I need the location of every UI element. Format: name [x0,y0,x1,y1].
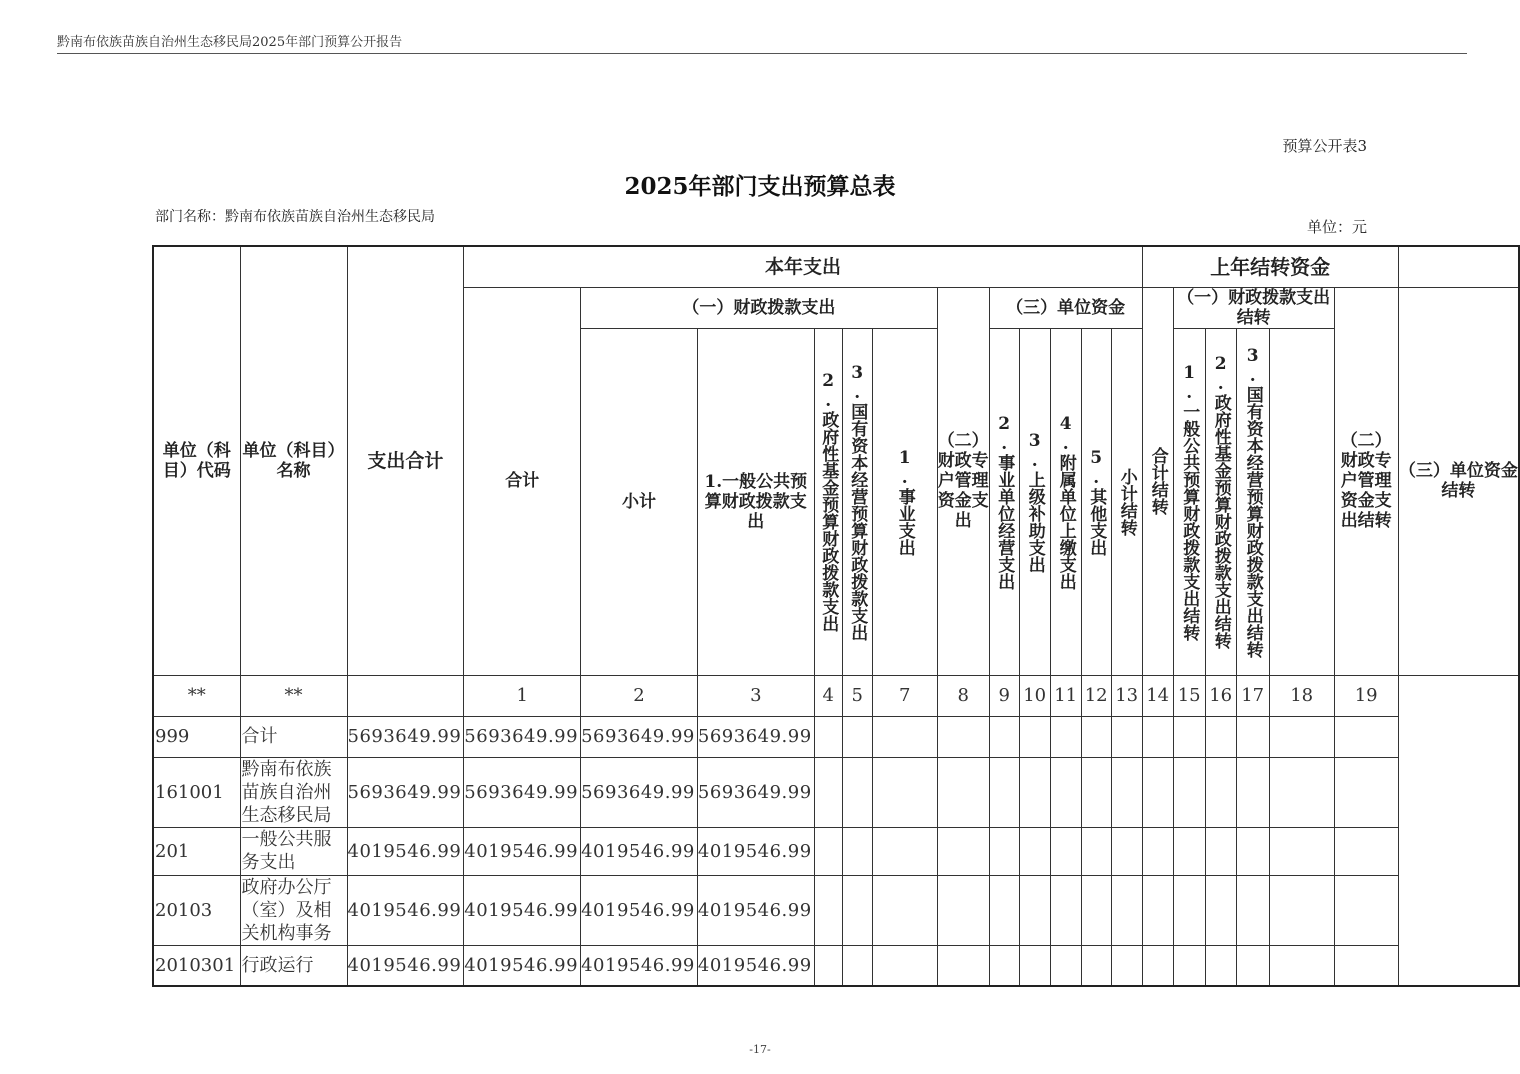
header-special-account: （二）财政专户管理资金支出 [937,287,989,675]
row-total: 5693649.99 [347,757,464,827]
page-number: -17- [749,1043,771,1056]
index-cell: ** [153,675,240,716]
table-number: 预算公开表3 [1282,137,1367,155]
header-fiscal-gov-fund: 2.政府性基金预算财政拨款支出 [814,328,842,675]
header-co-soe: 3.国有资本经营预算财政拨款支出结转 [1236,328,1269,675]
header-carryover: 上年结转资金 [1142,246,1398,287]
row-name: 黔南布依族苗族自治州生态移民局 [240,757,347,827]
row-total: 4019546.99 [347,827,464,875]
header-co-general: 1.一般公共预算财政拨款支出结转 [1173,328,1205,675]
header-name: 单位（科目）名称 [240,246,347,675]
row-cy-total: 4019546.99 [464,945,581,986]
row-total: 4019546.99 [347,945,464,986]
row-general: 5693649.99 [697,757,814,827]
header-code: 单位（科目）代码 [153,246,240,675]
row-subtotal: 5693649.99 [581,716,698,757]
index-cell: 15 [1173,675,1205,716]
row-name: 合计 [240,716,347,757]
row-general: 4019546.99 [697,945,814,986]
department-name: 部门名称：黔南布依族苗族自治州生态移民局 [155,209,435,225]
row-name: 政府办公厅（室）及相关机构事务 [240,875,347,945]
header-total: 支出合计 [347,246,464,675]
row-cy-total: 5693649.99 [464,757,581,827]
header-uf-business: 1.事业支出 [872,328,937,675]
index-cell: 18 [1269,675,1334,716]
header-fiscal-general: 1.一般公共预算财政拨款支出 [697,328,814,675]
index-cell: 1 [464,675,581,716]
index-cell: 19 [1334,675,1398,716]
budget-table [152,245,1520,987]
index-cell: 12 [1081,675,1111,716]
header-co-subtotal: 小计结转 [1111,328,1142,675]
header-uf-other: 5.其他支出 [1081,328,1111,675]
table-row [153,875,1519,945]
index-cell: 7 [872,675,937,716]
index-cell: 17 [1236,675,1269,716]
index-cell: 16 [1205,675,1236,716]
header-cy-total: 合计 [464,287,581,675]
table-row [153,945,1519,986]
header-rule [57,53,1467,54]
row-name: 一般公共服务支出 [240,827,347,875]
row-cy-total: 4019546.99 [464,875,581,945]
row-code: 201 [153,827,240,875]
index-cell: 10 [1019,675,1050,716]
running-header: 黔南布依族苗族自治州生态移民局2025年部门预算公开报告 [57,35,403,50]
unit-label: 单位：元 [1306,218,1367,236]
header-co-unit: （三）单位资金结转 [1398,287,1519,675]
row-name: 行政运行 [240,945,347,986]
table-row [153,827,1519,875]
row-total: 4019546.99 [347,875,464,945]
row-subtotal: 4019546.99 [581,875,698,945]
header-uf-affiliated: 4.附属单位上缴支出 [1050,328,1081,675]
index-cell: 3 [697,675,814,716]
row-subtotal: 4019546.99 [581,945,698,986]
header-co-gov-fund: 2.政府性基金预算财政拨款支出结转 [1205,328,1236,675]
table-row [153,757,1519,827]
row-code: 20103 [153,875,240,945]
index-cell: 14 [1142,675,1173,716]
header-uf-subsidy: 3.上级补助支出 [1019,328,1050,675]
header-fiscal-group: （一）财政拨款支出 [581,287,938,328]
header-fiscal-subtotal: 小计 [581,328,698,675]
header-uf-operating: 2.事业单位经营支出 [989,328,1019,675]
header-co-total: 合计结转 [1142,287,1173,675]
page-title: 2025年部门支出预算总表 [624,173,896,200]
row-subtotal: 4019546.99 [581,827,698,875]
table-row [153,716,1519,757]
header-fiscal-soe: 3.国有资本经营预算财政拨款支出 [842,328,872,675]
row-cy-total: 4019546.99 [464,827,581,875]
index-cell: 9 [989,675,1019,716]
header-current-year: 本年支出 [464,246,1142,287]
row-subtotal: 5693649.99 [581,757,698,827]
row-general: 5693649.99 [697,716,814,757]
row-cy-total: 5693649.99 [464,716,581,757]
row-code: 999 [153,716,240,757]
header-co-fiscal-group: （一）财政拨款支出结转 [1173,287,1334,328]
index-cell: ** [240,675,347,716]
index-cell: 5 [842,675,872,716]
row-code: 161001 [153,757,240,827]
row-general: 4019546.99 [697,875,814,945]
index-cell: 11 [1050,675,1081,716]
column-index-row [153,675,1519,716]
index-cell: 8 [937,675,989,716]
index-cell: 13 [1111,675,1142,716]
index-cell: 2 [581,675,698,716]
row-general: 4019546.99 [697,827,814,875]
header-unit-funds-group: （三）单位资金 [989,287,1142,328]
row-code: 2010301 [153,945,240,986]
header-co-special: （二）财政专户管理资金支出结转 [1334,287,1398,675]
row-total: 5693649.99 [347,716,464,757]
index-cell [347,675,464,716]
index-cell: 4 [814,675,842,716]
